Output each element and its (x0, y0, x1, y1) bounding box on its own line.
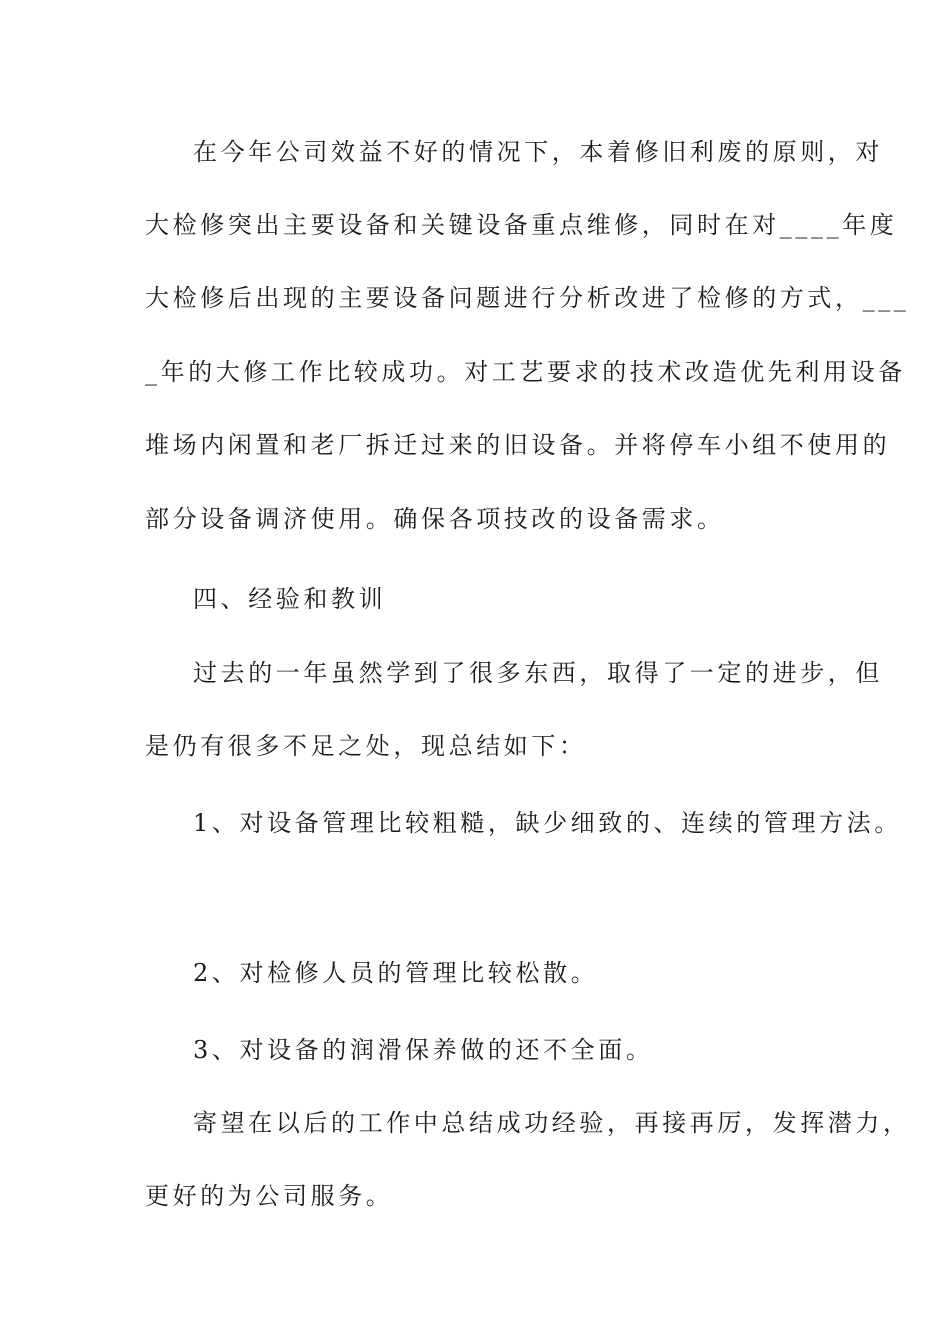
paragraph-line-1: 在今年公司效益不好的情况下，本着修旧利废的原则，对 (193, 138, 883, 166)
paragraph-line-9: 寄望在以后的工作中总结成功经验，再接再厉，发挥潜力， (193, 1109, 911, 1137)
paragraph-line-8: 是仍有很多不足之处，现总结如下： (145, 732, 587, 760)
paragraph-line-7: 过去的一年虽然学到了很多东西，取得了一定的进步，但 (193, 659, 883, 687)
list-item-2: 2、对检修人员的管理比较松散。 (193, 959, 599, 987)
paragraph-line-10: 更好的为公司服务。 (145, 1182, 394, 1210)
paragraph-line-4: _年的大修工作比较成功。对工艺要求的技术改造优先利用设备 (145, 358, 906, 386)
paragraph-line-2: 大检修突出主要设备和关键设备重点维修，同时在对____年度 (145, 211, 898, 239)
paragraph-line-6: 部分设备调济使用。确保各项技改的设备需求。 (145, 505, 725, 533)
list-item-3: 3、对设备的润滑保养做的还不全面。 (193, 1036, 654, 1064)
paragraph-line-3: 大检修后出现的主要设备问题进行分析改进了检修的方式，___ (145, 284, 910, 312)
paragraph-line-5: 堆场内闲置和老厂拆迁过来的旧设备。并将停车小组不使用的 (145, 431, 891, 459)
list-item-1: 1、对设备管理比较粗糙，缺少细致的、连续的管理方法。 (193, 809, 902, 837)
section-heading: 四、经验和教训 (193, 585, 387, 613)
